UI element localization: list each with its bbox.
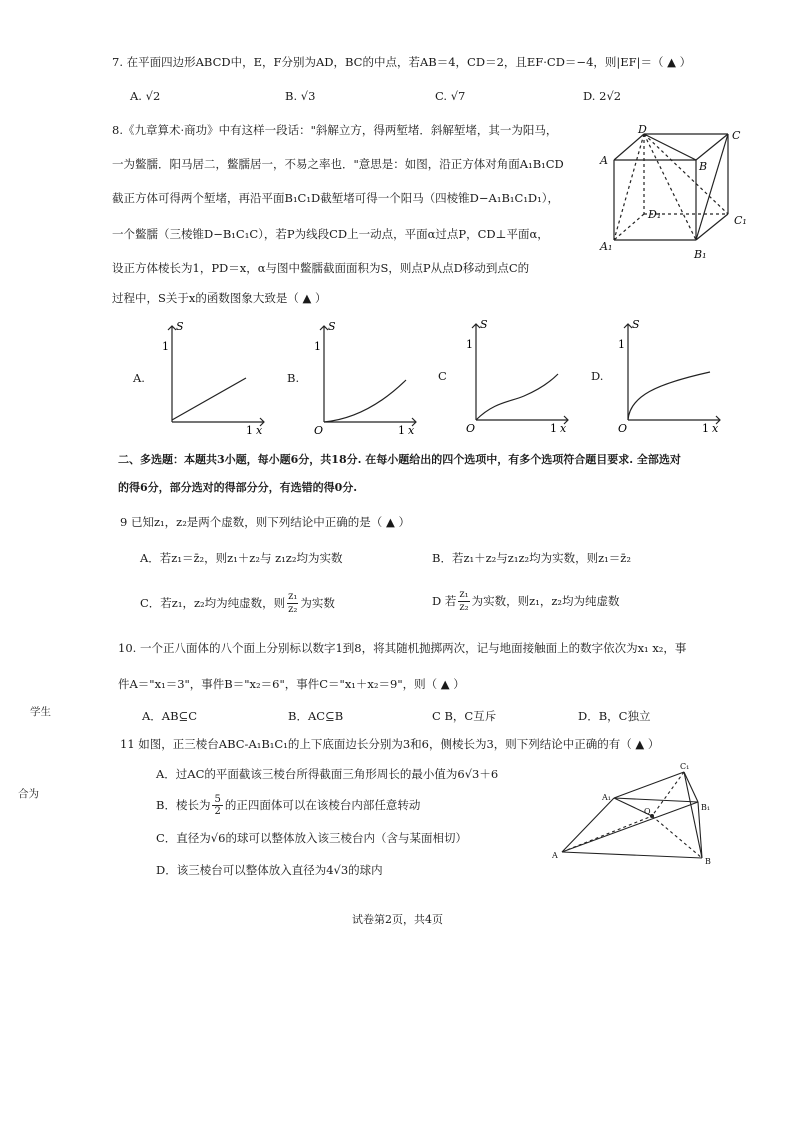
graph-a-one-x: 1 — [246, 424, 253, 436]
q8-line-6: 过程中，S关于x的函数图象大致是（ ▲ ） — [112, 291, 327, 305]
cube-label-c: C — [732, 129, 741, 142]
q10-line-1: 10. 一个正八面体的八个面上分别标以数字1到8，将其随机抛掷两次，记与地面接触面上的数字依次为x₁ x₂，事 — [118, 641, 687, 655]
page-footer: 试卷第2页，共4页 — [352, 913, 443, 926]
q7-option-b: B. √3 — [285, 89, 316, 103]
graph-d-one-y: 1 — [618, 338, 625, 351]
q8-line-5: 设正方体棱长为1，PD＝x，α与图中鳖臑截面面积为S，则点P从点D移动到点C的 — [112, 261, 530, 275]
q11-frustum-figure — [552, 760, 722, 868]
q8-graph-d — [616, 316, 728, 434]
graph-c-ylabel: S — [480, 318, 488, 331]
q7-stem: 7. 在平面四边形ABCD中，E，F分别为AD，BC的中点，若AB＝4，CD＝2，且EF·CD＝−4，则|EF|＝（ ▲ ） — [112, 55, 692, 69]
q8-graph-d-option: D. — [591, 369, 604, 383]
q9-d-frac-num: z₁ — [459, 588, 469, 600]
cube-label-a1: A₁ — [600, 240, 613, 253]
q10-option-a: A．AB⊆C — [142, 709, 197, 723]
graph-d-one-x: 1 — [702, 422, 709, 434]
graph-b-one-x: 1 — [398, 424, 405, 436]
q11-option-a: A．过AC的平面截该三棱台所得截面三角形周长的最小值为6√3＋6 — [156, 767, 499, 781]
q8-graph-c — [464, 316, 576, 434]
q8-graph-a-option: A. — [133, 371, 145, 385]
q11-option-b-post: 的正四面体可以在该棱台内部任意转动 — [224, 798, 421, 812]
q11-stem: 11 如图，正三棱台ABC-A₁B₁C₁的上下底面边长分别为3和6，侧棱长为3，则下列结论中正确的有（ ▲ ） — [120, 737, 660, 751]
q11-option-c: C．直径为√6的球可以整体放入该三棱台内（含与某面相切） — [156, 831, 467, 845]
q11-b-frac-num: 5 — [214, 793, 221, 805]
graph-b-xlabel: x — [408, 424, 415, 436]
graph-d-ylabel: S — [632, 318, 640, 331]
q8-graph-b — [312, 318, 424, 436]
q9-option-d-post: 为实数，则z₁，z₂均为纯虚数 — [471, 594, 620, 608]
graph-b-origin: O — [314, 424, 324, 436]
q8-line-2: 一为鳖臑．阳马居二，鳖臑居一，不易之率也．"意思是：如图，沿正方体对角面A₁B₁CD — [112, 157, 564, 171]
graph-c-one-y: 1 — [466, 338, 473, 351]
q9-option-d — [432, 586, 620, 616]
cube-label-b: B — [699, 160, 708, 173]
q8-graph-a — [160, 318, 272, 436]
graph-b-one-y: 1 — [314, 340, 321, 353]
q11-label-a: A — [552, 851, 558, 860]
q10-option-c: C B，C互斥 — [432, 709, 497, 723]
cube-label-d: D — [638, 124, 647, 136]
graph-a-one-y: 1 — [162, 340, 169, 353]
cube-label-a: A — [600, 154, 608, 167]
q11-label-b: B — [705, 857, 711, 866]
q10-option-d: D．B，C独立 — [578, 709, 651, 723]
cube-label-b1: B₁ — [694, 248, 707, 261]
q9-c-frac-num: z₁ — [288, 590, 298, 602]
graph-d-xlabel: x — [712, 422, 719, 434]
q9-d-frac-den: z₂ — [459, 601, 469, 613]
q8-line-3: 截正方体可得两个堑堵，再沿平面B₁C₁D截堑堵可得一个阳马（四棱锥D−A₁B₁C₁D₁）， — [112, 191, 560, 205]
q11-label-o: O — [644, 807, 651, 816]
q11-point-o — [650, 814, 654, 818]
margin-fragment-1: 学生 — [30, 706, 51, 718]
q9-option-c — [140, 588, 335, 618]
margin-fragment-2: 合为 — [18, 788, 39, 800]
q11-option-b-pre: B．棱长为 — [156, 798, 211, 812]
q9-option-c-post: 为实数 — [300, 596, 335, 610]
section2-line-1: 二、多选题：本题共3小题，每小题6分，共18分. 在每小题给出的四个选项中，有多个选项符合题目要求. 全部选对 — [118, 453, 681, 466]
q9-c-frac-den: z₂ — [288, 603, 298, 615]
q11-b-fraction — [212, 794, 222, 817]
q9-option-b: B．若z₁＋z₂与z₁z₂均为实数，则z₁＝z̄₂ — [432, 551, 631, 565]
q8-cube-figure — [596, 124, 756, 264]
graph-c-one-x: 1 — [550, 422, 557, 434]
q11-label-b1: B₁ — [701, 803, 711, 812]
q9-option-a: A．若z₁＝z̄₂，则z₁＋z₂与 z₁z₂均为实数 — [140, 551, 343, 565]
graph-c-xlabel: x — [560, 422, 567, 434]
q8-graph-c-option: C — [438, 369, 447, 383]
q9-c-fraction — [287, 591, 298, 616]
q8-line-4: 一个鳖臑（三棱锥D−B₁C₁C），若P为线段CD上一动点，平面α过点P，CD⊥平面α， — [112, 227, 549, 241]
q7-option-a: A. √2 — [130, 89, 161, 103]
section2-line-2: 的得6分，部分选对的得部分分，有选错的得0分. — [118, 481, 358, 494]
q8-graph-b-option: B. — [287, 371, 300, 385]
q9-option-d-pre: D 若 — [432, 594, 457, 608]
q11-label-a1: A₁ — [602, 793, 611, 802]
q9-d-fraction — [458, 589, 469, 614]
q11-b-frac-den: 2 — [214, 805, 221, 817]
q11-option-d: D．该三棱台可以整体放入直径为4√3的球内 — [156, 863, 383, 877]
cube-label-d1: D₁ — [648, 208, 662, 221]
graph-d-origin: O — [618, 422, 628, 434]
q9-stem: 9 已知z₁，z₂是两个虚数，则下列结论中正确的是（ ▲ ） — [120, 515, 410, 529]
q10-option-b: B．AC⊆B — [288, 709, 344, 723]
q9-option-c-pre: C．若z₁，z₂均为纯虚数，则 — [140, 596, 286, 610]
q10-line-2: 件A＝"x₁＝3"，事件B＝"x₂＝6"，事件C＝"x₁＋x₂＝9"，则（ ▲ ） — [118, 677, 465, 691]
q7-option-d: D. 2√2 — [583, 89, 622, 103]
graph-a-xlabel: x — [256, 424, 263, 436]
q7-option-c: C. √7 — [435, 89, 466, 103]
q11-option-b — [156, 790, 420, 820]
cube-label-c1: C₁ — [734, 214, 747, 227]
graph-b-ylabel: S — [328, 320, 336, 333]
graph-c-origin: O — [466, 422, 476, 434]
q8-line-1: 8.《九章算术·商功》中有这样一段话："斜解立方，得两堑堵．斜解堑堵，其一为阳马， — [112, 123, 558, 137]
graph-a-ylabel: S — [176, 320, 184, 333]
q11-label-c1: C₁ — [680, 762, 690, 771]
